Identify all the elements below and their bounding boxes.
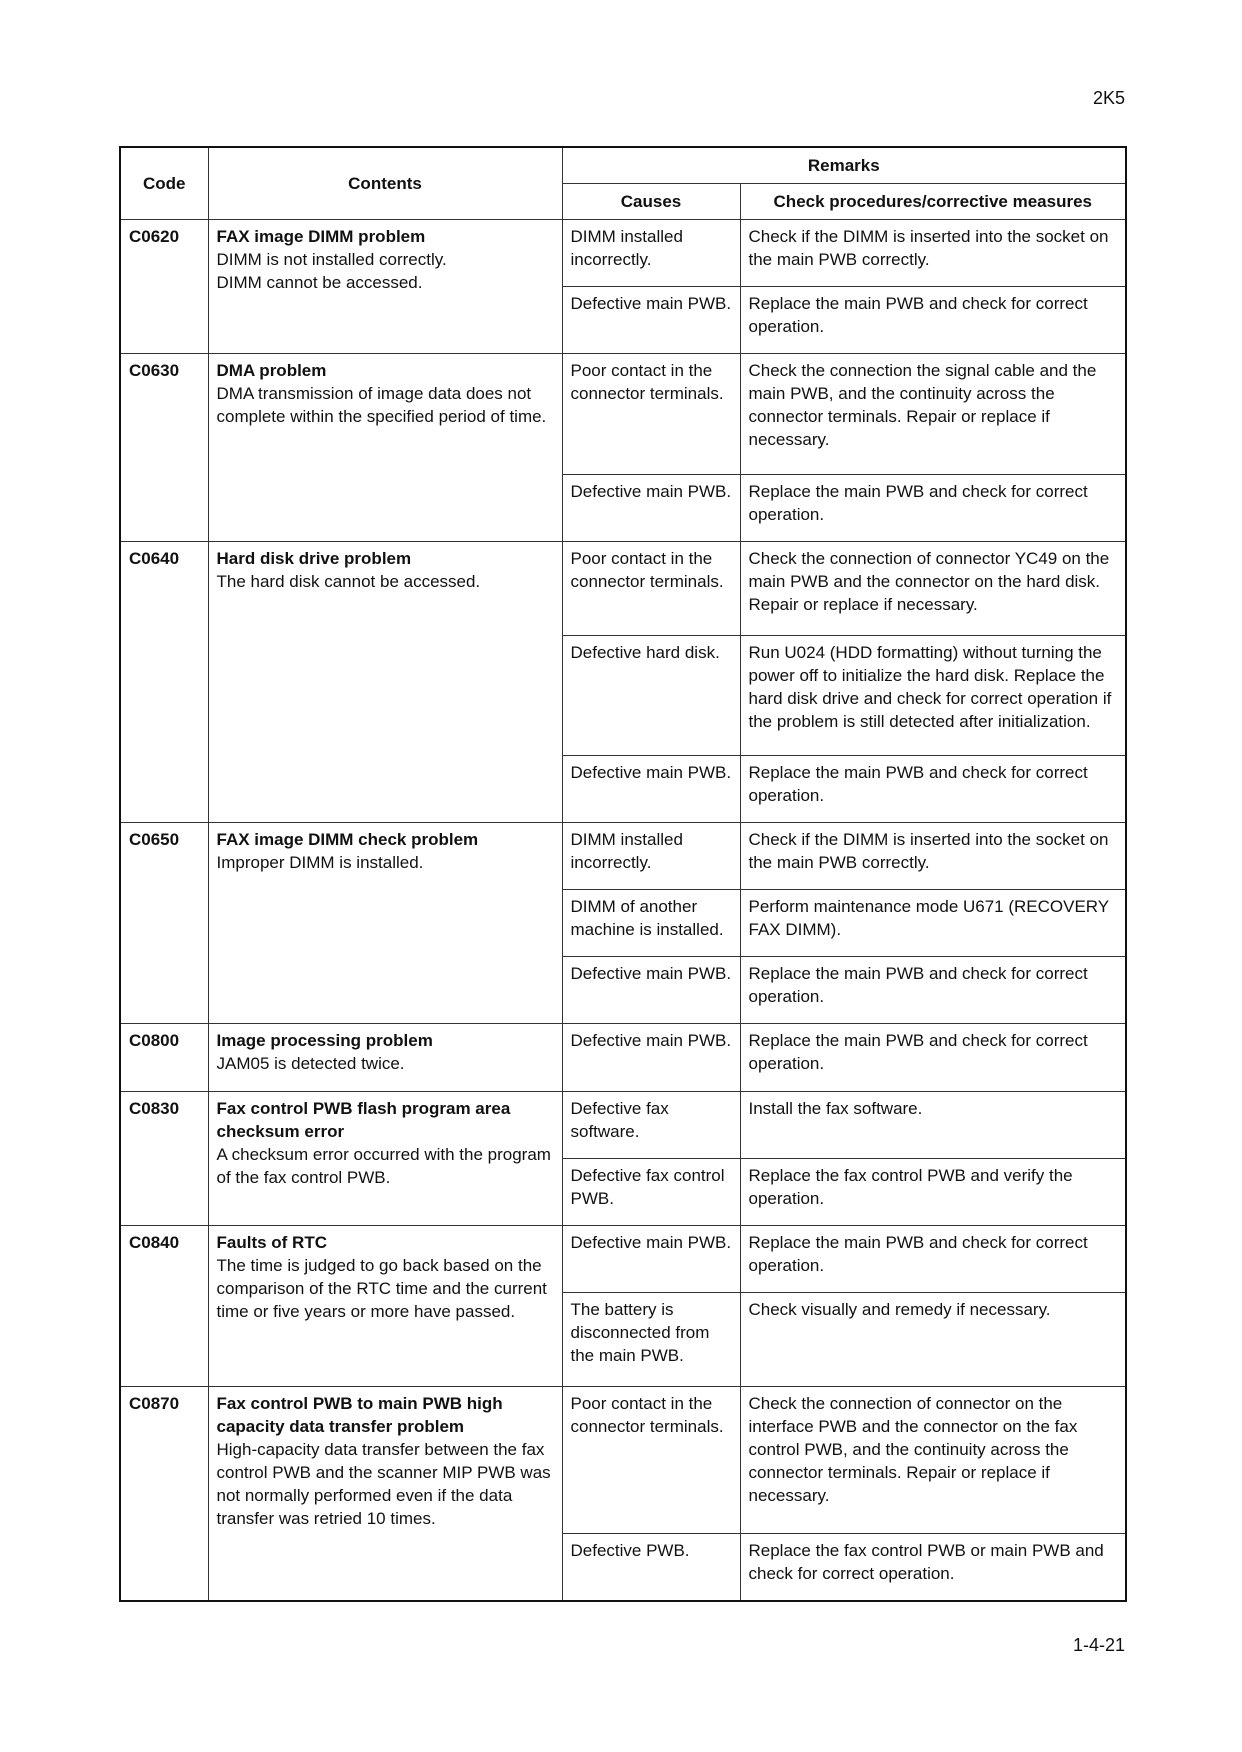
error-description: DIMM is not installed correctly. DIMM cannot be accessed. bbox=[216, 250, 447, 292]
cause-cell: DIMM installed incorrectly. bbox=[562, 823, 740, 890]
check-procedure-cell: Check if the DIMM is inserted into the socket on the main PWB correctly. bbox=[740, 823, 1126, 890]
error-description: A checksum error occurred with the program of the fax control PWB. bbox=[216, 1144, 551, 1187]
table-row bbox=[120, 1386, 1126, 1533]
error-code: C0800 bbox=[120, 1024, 208, 1091]
check-procedure-cell: Check if the DIMM is inserted into the socket on the main PWB correctly. bbox=[740, 220, 1126, 287]
check-procedure-cell: Install the fax software. bbox=[740, 1091, 1126, 1158]
header-code: Code bbox=[120, 147, 208, 220]
check-procedure-cell: Check the connection the signal cable and the main PWB, and the continuity across the connector terminals. Repair or replace if necessary. bbox=[740, 354, 1126, 474]
cause-cell: Defective main PWB. bbox=[562, 755, 740, 822]
table-row bbox=[120, 1024, 1126, 1091]
table-row bbox=[120, 1091, 1126, 1158]
cause-cell: DIMM installed incorrectly. bbox=[562, 220, 740, 287]
cause-cell: Defective fax software. bbox=[562, 1091, 740, 1158]
error-contents bbox=[208, 823, 562, 1024]
header-contents: Contents bbox=[208, 147, 562, 220]
table-row bbox=[120, 1225, 1126, 1292]
check-procedure-cell: Perform maintenance mode U671 (RECOVERY FAX DIMM). bbox=[740, 890, 1126, 957]
header-check: Check procedures/corrective measures bbox=[740, 184, 1126, 220]
error-contents bbox=[208, 1024, 562, 1091]
check-procedure-cell: Run U024 (HDD formatting) without turning the power off to initialize the hard disk. Replace the hard disk drive and check for correct operation if the problem is still detected after initialization. bbox=[740, 635, 1126, 755]
document-id: 2K5 bbox=[1092, 88, 1125, 108]
cause-cell: Defective fax control PWB. bbox=[562, 1158, 740, 1225]
cause-cell: DIMM of another machine is installed. bbox=[562, 890, 740, 957]
table-row bbox=[120, 220, 1126, 287]
check-procedure-cell: Check the connection of connector on the interface PWB and the connector on the fax control PWB, and the continuity across the connector terminals. Repair or replace if necessary. bbox=[740, 1386, 1126, 1533]
error-title: FAX image DIMM problem bbox=[216, 227, 426, 246]
error-description: Improper DIMM is installed. bbox=[216, 853, 424, 872]
cause-cell: Poor contact in the connector terminals. bbox=[562, 1386, 740, 1533]
table-row bbox=[120, 354, 1126, 474]
table-row bbox=[120, 541, 1126, 635]
cause-cell: Defective hard disk. bbox=[562, 635, 740, 755]
error-contents bbox=[208, 541, 562, 822]
error-code: C0870 bbox=[120, 1386, 208, 1601]
cause-cell: Poor contact in the connector terminals. bbox=[562, 541, 740, 635]
table-body bbox=[120, 220, 1126, 1602]
check-procedure-cell: Replace the fax control PWB or main PWB and check for correct operation. bbox=[740, 1533, 1126, 1601]
error-contents bbox=[208, 1225, 562, 1386]
error-code: C0630 bbox=[120, 354, 208, 542]
check-procedure-cell: Replace the fax control PWB and verify the operation. bbox=[740, 1158, 1126, 1225]
table-row bbox=[120, 823, 1126, 890]
error-title: DMA problem bbox=[216, 361, 327, 381]
cause-cell: Defective main PWB. bbox=[562, 287, 740, 354]
check-procedure-cell: Replace the main PWB and check for correct operation. bbox=[740, 755, 1126, 822]
cause-cell: The battery is disconnected from the main PWB. bbox=[562, 1292, 740, 1386]
cause-cell: Defective main PWB. bbox=[562, 1225, 740, 1292]
header-causes: Causes bbox=[562, 184, 740, 220]
error-contents bbox=[208, 1386, 562, 1601]
error-code: C0840 bbox=[120, 1225, 208, 1386]
header-remarks: Remarks bbox=[562, 147, 1126, 184]
cause-cell: Poor contact in the connector terminals. bbox=[562, 354, 740, 474]
error-title: Image processing problem bbox=[216, 1031, 433, 1051]
check-procedure-cell: Check the connection of connector YC49 on the main PWB and the connector on the hard disk. Repair or replace if necessary. bbox=[740, 541, 1126, 635]
error-title: Fax control PWB to main PWB high capacity data transfer problem bbox=[216, 1393, 503, 1436]
error-code: C0640 bbox=[120, 541, 208, 822]
error-code: C0650 bbox=[120, 823, 208, 1024]
check-procedure-cell: Replace the main PWB and check for correct operation. bbox=[740, 1024, 1126, 1091]
check-procedure-cell: Check visually and remedy if necessary. bbox=[740, 1292, 1126, 1386]
cause-cell: Defective PWB. bbox=[562, 1533, 740, 1601]
error-description: DMA transmission of image data does not complete within the specified period of time. bbox=[216, 384, 547, 427]
error-description: The hard disk cannot be accessed. bbox=[216, 571, 481, 591]
error-description: The time is judged to go back based on the comparison of the RTC time and the current time or five years or more have passed. bbox=[216, 1255, 547, 1321]
error-title: Hard disk drive problem bbox=[216, 548, 412, 568]
error-title: Fax control PWB flash program area checksum error bbox=[216, 1098, 511, 1141]
check-procedure-cell: Replace the main PWB and check for correct operation. bbox=[740, 957, 1126, 1024]
error-contents bbox=[208, 220, 562, 354]
check-procedure-cell: Replace the main PWB and check for correct operation. bbox=[740, 1225, 1126, 1292]
check-procedure-cell: Replace the main PWB and check for correct operation. bbox=[740, 474, 1126, 541]
cause-cell: Defective main PWB. bbox=[562, 1024, 740, 1091]
error-code: C0830 bbox=[120, 1091, 208, 1225]
error-contents bbox=[208, 354, 562, 542]
error-title: Faults of RTC bbox=[216, 1232, 327, 1252]
error-description: JAM05 is detected twice. bbox=[216, 1054, 405, 1074]
error-code: C0620 bbox=[120, 220, 208, 354]
error-description: High-capacity data transfer between the fax control PWB and the scanner MIP PWB was not normally performed even if the data transfer was retried 10 times. bbox=[216, 1439, 551, 1528]
error-contents bbox=[208, 1091, 562, 1225]
error-title: FAX image DIMM check problem bbox=[216, 830, 479, 849]
cause-cell: Defective main PWB. bbox=[562, 474, 740, 541]
error-code-table bbox=[119, 146, 1127, 1602]
page-number: 1-4-21 bbox=[1072, 1635, 1125, 1655]
check-procedure-cell: Replace the main PWB and check for correct operation. bbox=[740, 287, 1126, 354]
cause-cell: Defective main PWB. bbox=[562, 957, 740, 1024]
